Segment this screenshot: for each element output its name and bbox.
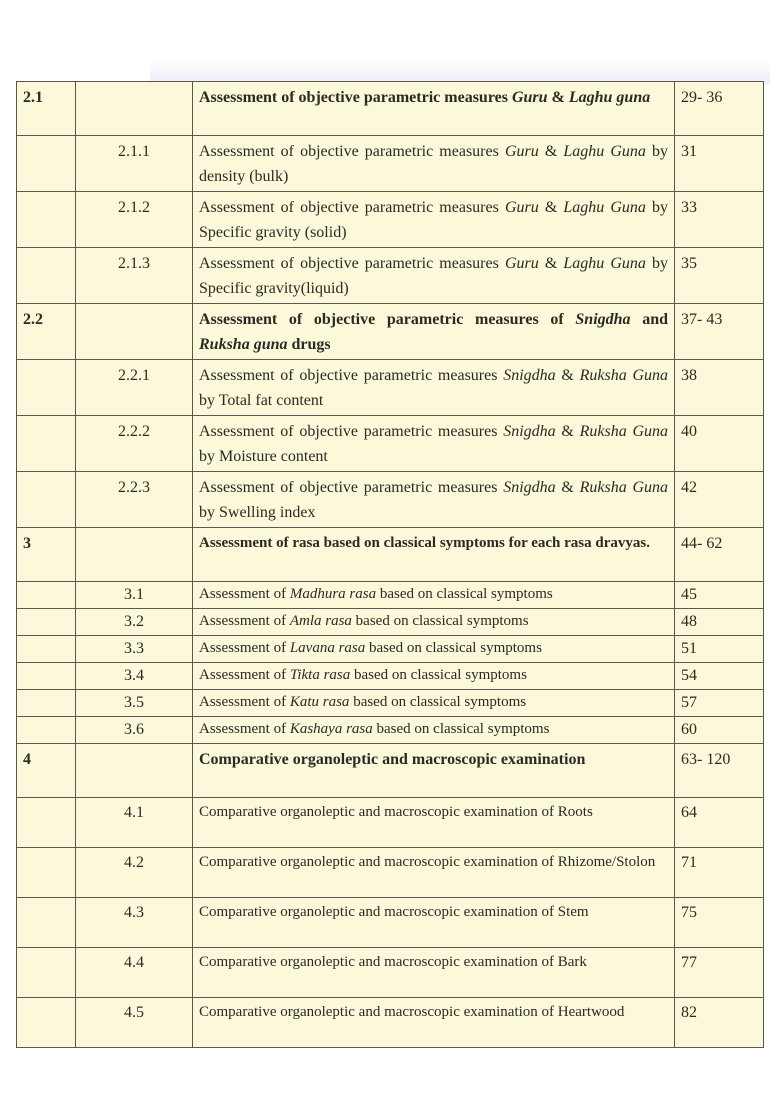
subsection-number: 4.4 — [76, 948, 193, 998]
title-text: Comparative organoleptic and macroscopic examination of Stem — [199, 904, 589, 920]
page-number: 29- 36 — [675, 82, 764, 136]
page-number: 60 — [675, 717, 764, 744]
title-text: Comparative organoleptic and macroscopic examination of Rhizome/Stolon — [199, 854, 656, 870]
toc-subsection-row — [17, 798, 764, 848]
section-number — [17, 416, 76, 472]
entry-title — [193, 717, 675, 744]
entry-title — [193, 848, 675, 898]
title-text: Assessment of rasa based on classical symptoms for each rasa dravyas. — [199, 535, 650, 551]
section-number — [17, 360, 76, 416]
italic-term: Laghu Guna — [563, 199, 646, 216]
title-text: by Specific gravity (solid) — [199, 199, 669, 241]
entry-title — [193, 582, 675, 609]
subsection-number: 2.1.2 — [76, 192, 193, 248]
subsection-number: 4.5 — [76, 998, 193, 1048]
toc-subsection-row — [17, 690, 764, 717]
toc-subsection-row — [17, 360, 764, 416]
section-number — [17, 636, 76, 663]
entry-title — [193, 998, 675, 1048]
italic-term: Ruksha guna — [199, 336, 288, 353]
title-text: and — [630, 311, 669, 328]
italic-term: Guru — [504, 255, 539, 272]
subsection-number: 4.1 — [76, 798, 193, 848]
page-number: 71 — [675, 848, 764, 898]
toc-section-row — [17, 744, 764, 798]
section-number — [17, 136, 76, 192]
italic-term: Snigdha — [503, 367, 556, 384]
section-number — [17, 848, 76, 898]
title-text: & — [538, 143, 564, 160]
title-text: Assessment of objective parametric measures — [199, 479, 504, 496]
title-text: based on classical symptoms — [351, 613, 529, 629]
toc-subsection-row — [17, 136, 764, 192]
entry-title — [193, 136, 675, 192]
section-number — [17, 798, 76, 848]
title-text: by Total fat content — [199, 392, 324, 409]
page-number: 63- 120 — [675, 744, 764, 798]
toc-subsection-row — [17, 636, 764, 663]
subsection-number: 2.2.1 — [76, 360, 193, 416]
title-text: drugs — [287, 336, 331, 353]
title-text: by density (bulk) — [199, 143, 669, 185]
page-number: 40 — [675, 416, 764, 472]
italic-term: Madhura rasa — [289, 586, 377, 602]
section-number — [17, 948, 76, 998]
entry-title — [193, 304, 675, 360]
italic-term: Snigdha — [575, 311, 631, 328]
subsection-number: 3.2 — [76, 609, 193, 636]
entry-title — [193, 528, 675, 582]
subsection-number: 3.5 — [76, 690, 193, 717]
italic-term: Guru — [504, 143, 539, 160]
subsection-number — [76, 304, 193, 360]
subsection-number: 4.3 — [76, 898, 193, 948]
title-text: based on classical symptoms — [372, 721, 550, 737]
title-text: & — [547, 89, 569, 106]
toc-subsection-row — [17, 192, 764, 248]
entry-title — [193, 360, 675, 416]
italic-term: Kashaya rasa — [289, 721, 373, 737]
title-text: based on classical symptoms — [376, 586, 553, 602]
title-text: by Moisture content — [199, 448, 328, 465]
italic-term: Ruksha Guna — [579, 423, 669, 440]
entry-title — [193, 609, 675, 636]
subsection-number — [76, 744, 193, 798]
entry-title — [193, 798, 675, 848]
title-text: Assessment of objective parametric measures — [199, 423, 504, 440]
entry-title — [193, 898, 675, 948]
section-number — [17, 717, 76, 744]
title-text: Assessment of — [199, 586, 290, 602]
page-number: 37- 43 — [675, 304, 764, 360]
toc-subsection-row — [17, 416, 764, 472]
toc-subsection-row — [17, 582, 764, 609]
subsection-number: 2.2.3 — [76, 472, 193, 528]
title-text: Assessment of objective parametric measures of — [199, 311, 576, 328]
italic-term: Ruksha Guna — [579, 479, 669, 496]
italic-term: Ruksha Guna — [579, 367, 669, 384]
title-text: Assessment of — [199, 694, 290, 710]
italic-term: Laghu guna — [568, 89, 651, 106]
section-number — [17, 898, 76, 948]
toc-body — [17, 82, 764, 1048]
title-text: Comparative organoleptic and macroscopic examination of Heartwood — [199, 1004, 625, 1020]
page-number: 44- 62 — [675, 528, 764, 582]
entry-title — [193, 416, 675, 472]
entry-title — [193, 192, 675, 248]
title-text: & — [555, 367, 580, 384]
title-text: & — [538, 255, 564, 272]
toc-subsection-row — [17, 663, 764, 690]
page-number: 54 — [675, 663, 764, 690]
section-number — [17, 472, 76, 528]
title-text: Assessment of objective parametric measures — [199, 367, 504, 384]
section-number — [17, 248, 76, 304]
italic-term: Guru — [504, 199, 539, 216]
title-text: Assessment of — [199, 721, 290, 737]
toc-subsection-row — [17, 609, 764, 636]
toc-subsection-row — [17, 998, 764, 1048]
title-text: Assessment of objective parametric measures — [199, 89, 512, 106]
section-number — [17, 609, 76, 636]
title-text: Comparative organoleptic and macroscopic examination — [199, 751, 586, 768]
page-number: 33 — [675, 192, 764, 248]
title-text: Comparative organoleptic and macroscopic examination of Bark — [199, 954, 587, 970]
page-number: 45 — [675, 582, 764, 609]
subsection-number: 3.1 — [76, 582, 193, 609]
title-text: by Specific gravity(liquid) — [199, 255, 669, 297]
subsection-number — [76, 528, 193, 582]
page-number: 42 — [675, 472, 764, 528]
title-text: & — [538, 199, 564, 216]
section-number: 2.2 — [17, 304, 76, 360]
italic-term: Tikta rasa — [289, 667, 351, 683]
toc-subsection-row — [17, 472, 764, 528]
title-text: Assessment of objective parametric measures — [199, 199, 505, 216]
toc-subsection-row — [17, 848, 764, 898]
page-number: 64 — [675, 798, 764, 848]
entry-title — [193, 948, 675, 998]
toc-subsection-row — [17, 717, 764, 744]
subsection-number — [76, 82, 193, 136]
toc-subsection-row — [17, 248, 764, 304]
entry-title — [193, 248, 675, 304]
section-number: 2.1 — [17, 82, 76, 136]
section-number: 3 — [17, 528, 76, 582]
title-text: based on classical symptoms — [349, 694, 527, 710]
italic-term: Guru — [511, 89, 548, 106]
title-text: based on classical symptoms — [365, 640, 542, 656]
toc-section-row — [17, 82, 764, 136]
italic-term: Laghu Guna — [563, 255, 646, 272]
title-text: based on classical symptoms — [350, 667, 527, 683]
page-number: 77 — [675, 948, 764, 998]
subsection-number: 2.1.3 — [76, 248, 193, 304]
section-number — [17, 663, 76, 690]
title-text: Assessment of — [199, 640, 290, 656]
toc-section-row — [17, 528, 764, 582]
entry-title — [193, 663, 675, 690]
section-number — [17, 192, 76, 248]
section-number — [17, 582, 76, 609]
subsection-number: 2.1.1 — [76, 136, 193, 192]
page-number: 48 — [675, 609, 764, 636]
page-number: 31 — [675, 136, 764, 192]
italic-term: Snigdha — [503, 423, 556, 440]
title-text: Assessment of objective parametric measures — [199, 143, 505, 160]
page-number: 51 — [675, 636, 764, 663]
section-number — [17, 690, 76, 717]
toc-section-row — [17, 304, 764, 360]
entry-title — [193, 744, 675, 798]
table-of-contents — [16, 81, 764, 1048]
page-number: 35 — [675, 248, 764, 304]
title-text: Assessment of — [199, 613, 290, 629]
title-text: by Swelling index — [199, 504, 316, 521]
title-text: Comparative organoleptic and macroscopic examination of Roots — [199, 804, 593, 820]
subsection-number: 4.2 — [76, 848, 193, 898]
italic-term: Laghu Guna — [563, 143, 646, 160]
section-number — [17, 998, 76, 1048]
italic-term: Katu rasa — [289, 694, 350, 710]
subsection-number: 3.3 — [76, 636, 193, 663]
page-number: 38 — [675, 360, 764, 416]
toc-subsection-row — [17, 948, 764, 998]
subsection-number: 3.4 — [76, 663, 193, 690]
title-text: & — [555, 479, 580, 496]
subsection-number: 3.6 — [76, 717, 193, 744]
page-number: 82 — [675, 998, 764, 1048]
title-text: & — [555, 423, 580, 440]
entry-title — [193, 82, 675, 136]
entry-title — [193, 472, 675, 528]
page-number: 75 — [675, 898, 764, 948]
italic-term: Amla rasa — [289, 613, 352, 629]
section-number: 4 — [17, 744, 76, 798]
entry-title — [193, 690, 675, 717]
toc-subsection-row — [17, 898, 764, 948]
title-text: Assessment of — [199, 667, 290, 683]
entry-title — [193, 636, 675, 663]
subsection-number: 2.2.2 — [76, 416, 193, 472]
italic-term: Lavana rasa — [289, 640, 366, 656]
italic-term: Snigdha — [503, 479, 556, 496]
page-number: 57 — [675, 690, 764, 717]
title-text: Assessment of objective parametric measures — [199, 255, 505, 272]
